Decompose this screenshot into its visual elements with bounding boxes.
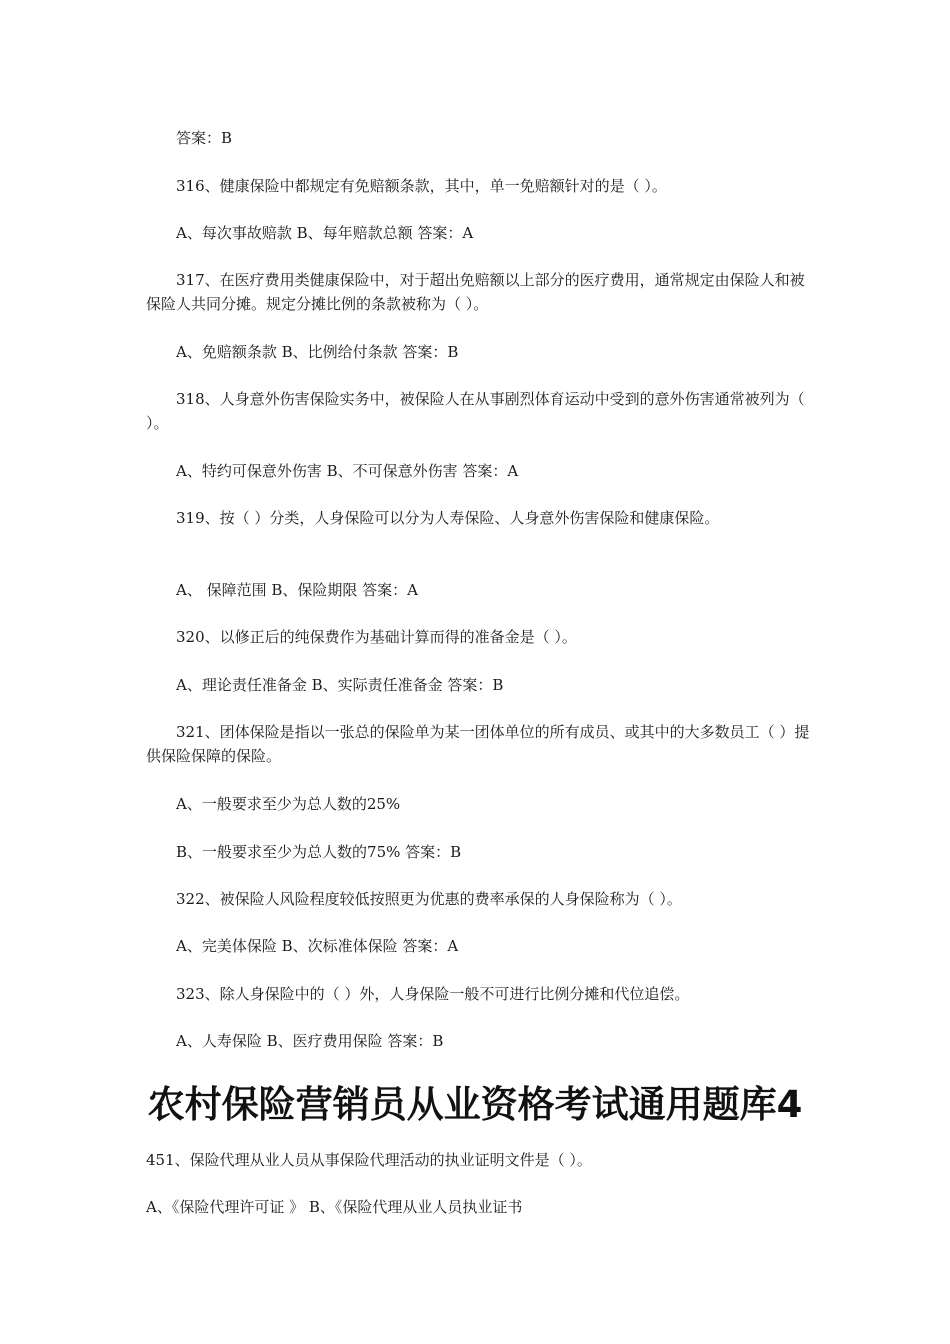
options-317: A、免赔额条款 B、比例给付条款 答案：B (176, 343, 459, 361)
options-318: A、特约可保意外伤害 B、不可保意外伤害 答案：A (176, 462, 519, 480)
options-451: A、《保险代理许可证 》 B、《保险代理从业人员执业证书 (146, 1198, 523, 1216)
options-319: A、 保障范围 B、保险期限 答案：A (176, 581, 418, 599)
question-318: 318、人身意外伤害保险实务中，被保险人在从事剧烈体育运动中受到的意外伤害通常被列为（ ）。 (146, 390, 805, 432)
question-317: 317、在医疗费用类健康保险中，对于超出免赔额以上部分的医疗费用，通常规定由保险人和被保险人共同分摊。规定分摊比例的条款被称为（ ）。 (146, 271, 805, 313)
question-322: 322、被保险人风险程度较低按照更为优惠的费率承保的人身保险称为（ ）。 (176, 890, 682, 908)
options-322: A、完美体保险 B、次标准体保险 答案：A (176, 937, 459, 955)
answer-line: 答案：B (176, 129, 233, 147)
question-451: 451、保险代理从业人员从事保险代理活动的执业证明文件是（ ）。 (146, 1151, 592, 1169)
options-323: A、人寿保险 B、医疗费用保险 答案：B (176, 1032, 444, 1050)
question-321: 321、团体保险是指以一张总的保险单为某一团体单位的所有成员、或其中的大多数员工（ ）提供保险保障的保险。 (146, 723, 810, 765)
option-321-b: B、一般要求至少为总人数的75% 答案：B (176, 843, 462, 861)
option-321-a: A、一般要求至少为总人数的25% (176, 795, 401, 813)
question-323: 323、除人身保险中的（ ）外，人身保险一般不可进行比例分摊和代位追偿。 (176, 985, 690, 1003)
question-316: 316、健康保险中都规定有免赔额条款，其中，单一免赔额针对的是（ ）。 (176, 177, 667, 195)
question-320: 320、以修正后的纯保费作为基础计算而得的准备金是（ ）。 (176, 628, 577, 646)
question-319: 319、按（ ）分类，人身保险可以分为人寿保险、人身意外伤害保险和健康保险。 (176, 509, 720, 527)
section-title: 农村保险营销员从业资格考试通用题库4 (147, 1083, 803, 1126)
options-320: A、理论责任准备金 B、实际责任准备金 答案：B (176, 676, 504, 694)
options-316: A、每次事故赔款 B、每年赔款总额 答案：A (176, 224, 474, 242)
